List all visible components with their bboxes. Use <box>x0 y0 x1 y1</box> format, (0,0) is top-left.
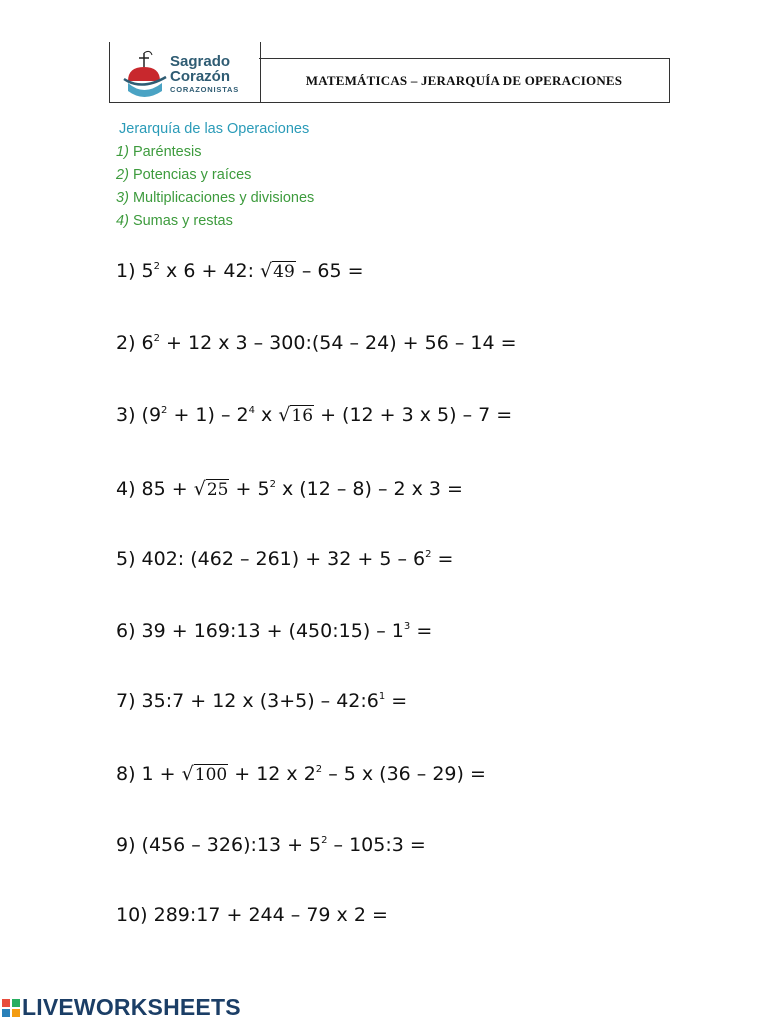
hierarchy-title: Jerarquía de las Operaciones <box>119 121 310 137</box>
liveworksheets-brand: LIVEWORKSHEETS <box>22 994 241 1020</box>
exercise-10[interactable]: 10) 289:17 + 244 – 79 x 2 = <box>116 904 388 926</box>
exercise-3[interactable]: 3) $(9^2 + 1) - 2^4$ x √16 + (12 + 3 x 5) – 7 = <box>116 404 513 426</box>
hierarchy-item: 3) Multiplicaciones y divisiones <box>116 190 315 206</box>
liveworksheets-logo-icon <box>2 999 20 1017</box>
exercise-2[interactable]: 2) $6^2 + 12$ x 3 – 300:(54 – 24) + 56 – 14 = <box>116 332 517 354</box>
sacred-heart-logo-icon <box>122 47 168 99</box>
worksheet-title: MATEMÁTICAS – JERARQUÍA DE OPERACIONES <box>305 72 623 88</box>
exercise-9[interactable]: 9) (456 – 326):13 + $5^2$ – 105:3 = <box>116 834 426 856</box>
operations-hierarchy <box>116 121 366 235</box>
school-subtitle: CORAZONISTAS <box>170 85 240 94</box>
square-root: √25 <box>193 478 229 500</box>
hierarchy-item: 4) Sumas y restas <box>116 213 233 229</box>
hierarchy-item: 2) Potencias y raíces <box>116 167 252 183</box>
worksheet-header <box>109 42 670 102</box>
exercise-7[interactable]: 7) 35:7 + 12 x $(3+5) - 42:6^1$ = <box>116 690 408 712</box>
exercise-5[interactable]: 5) 402: $(462 - 261) + 32 + 5 - 6^2$ = <box>116 548 454 570</box>
hierarchy-item: 1) Paréntesis <box>116 144 202 160</box>
exercise-8[interactable]: 8) 1 + √100 + 12 x $2^2 - 5$ x (36 – 29) = <box>116 763 486 785</box>
school-name: Sagrado Corazón <box>170 53 231 85</box>
exercise-4[interactable]: 4) $85 + √25 + 5^2$ x (12 – 8) – 2 x 3 = <box>116 478 463 500</box>
square-root: √49 <box>260 260 295 282</box>
exercise-1[interactable]: 1) $5^2$ x 6 + 42: √49 – 65 = <box>116 260 364 282</box>
square-root: √16 <box>278 404 314 426</box>
exercise-6[interactable]: 6) 39 + 169:13 + (450:15) – $1^3$ = <box>116 620 433 642</box>
square-root: √100 <box>181 763 228 785</box>
school-logo <box>109 42 261 103</box>
liveworksheets-footer[interactable] <box>2 994 241 1021</box>
worksheet-title-box <box>259 58 670 103</box>
